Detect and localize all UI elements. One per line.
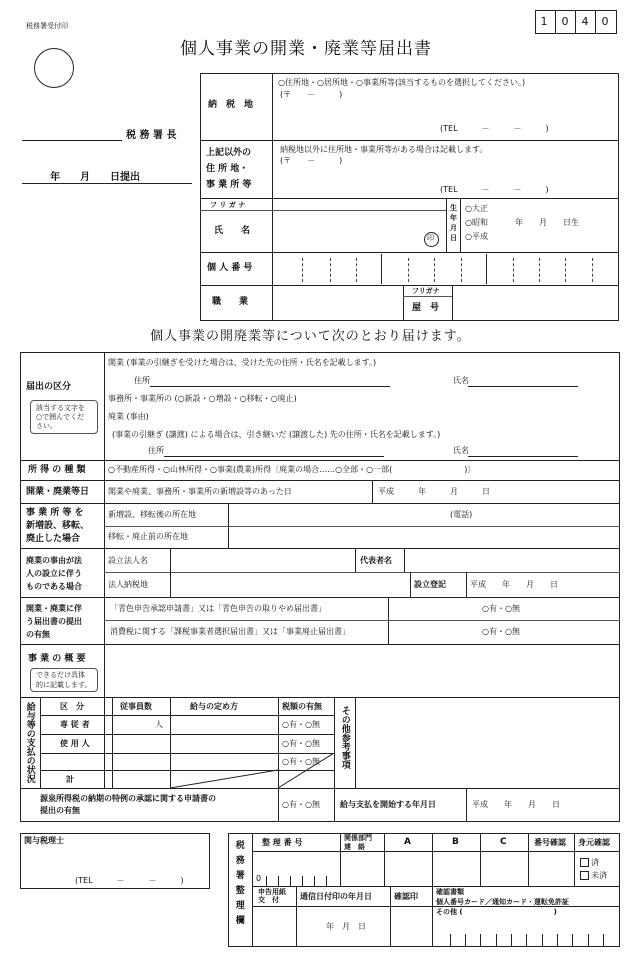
corp-heisei: 平成 年 月 日 (470, 580, 558, 589)
mimoto-sumi (580, 858, 599, 867)
office-phone: (電話) (450, 510, 473, 519)
col-b: B (452, 837, 459, 847)
birth-date: 年 月 日生 (515, 218, 579, 227)
kakunin-shorui-2: 個人番号カード／通知カード・運転免許証 (436, 898, 569, 906)
gaiyo-note-1: できるだけ具体 (36, 671, 85, 679)
shinkoku-yoshi-1: 申告用紙 (258, 888, 286, 896)
date-label: 開業・廃業等日 (26, 487, 90, 497)
mimoto-misumi (580, 871, 607, 880)
misumi-label: 未済 (591, 871, 607, 880)
kyuyo-nin: 人 (155, 720, 163, 729)
birth-label-3: 月 (450, 224, 457, 232)
tsushin-label: 通信日付印の年月日 (300, 892, 372, 901)
trade-name-label: 屋 号 (412, 303, 440, 313)
corp-label-3: ものである場合 (26, 582, 82, 591)
aoiro: 「青色申告承認申請書」又は「青色申告の取りやめ届出書」 (110, 604, 326, 613)
kyuyo-row-shiyonin: 使 用 人 (60, 739, 90, 748)
aoiro-umu: ○有・○無 (482, 604, 520, 613)
nozeichi-postal: (〒 － ) (280, 90, 343, 99)
hikitsugi-line: (事業の引継ぎ (譲渡) による場合は、引き継いだ (譲渡した) 先の住所・氏名を記載します。) (112, 430, 441, 439)
col-c: C (500, 837, 507, 847)
kyuyo-row-total: 計 (66, 775, 74, 784)
code-digit-3: 4 (575, 11, 594, 33)
seiri-bango: 整 理 番 号 (262, 838, 303, 847)
kyuyo-h-kubun: 区 分 (60, 702, 84, 711)
other-addr-note: 納税地以外に住所地・事業所等がある場合は記載します。 (280, 145, 488, 154)
nozeichi-option: ○住所地・○居所地・○事業所等(該当するものを選択してください。) (278, 78, 526, 87)
other-addr-tel: (TEL － － ) (440, 185, 549, 194)
shohizei: 消費税に関する「課税事業者選択届出書」又は「事業廃止届出書」 (110, 627, 350, 636)
gaiyo-label: 事 業 の 概 要 (28, 654, 86, 664)
furigana-small: フリガナ (412, 287, 440, 295)
applicant-table (200, 73, 619, 321)
kaigyo-jusho: 住所 (134, 376, 150, 385)
era-taisho: ○大正 (465, 204, 488, 213)
sumi-checkbox (580, 858, 589, 867)
birth-label-4: 日 (450, 234, 457, 242)
tax-office-line (22, 140, 122, 141)
corp-label-1: 廃業の事由が法 (26, 556, 82, 565)
kubun-note-1: 該当する文字を (36, 404, 85, 412)
code-digit-1: 1 (540, 15, 548, 28)
sumi-label: 済 (591, 858, 599, 867)
receipt-stamp-circle (34, 48, 74, 88)
kyuyo-start: 給与支払を開始する年月日 (340, 800, 436, 809)
kyuyo-umu-2: ○有・○無 (282, 739, 320, 748)
section-title: 個人事業の開廃業等について次のとおり届けます。 (150, 329, 471, 344)
office-label-1: 事 業 所 等 を (26, 508, 84, 518)
date-text: 開業や廃業、事務所・事業所の新増設等のあった日 (108, 487, 292, 496)
form-title: 個人事業の開業・廃業等届出書 (180, 39, 432, 59)
shotoku-options: ○不動産所得・○山林所得・○事業(農業)所得〔廃業の場合……○全部・○一部( )〕 (108, 465, 476, 474)
submit-date: 年 月 日提出 (50, 172, 140, 183)
birth-label-2: 年 (450, 214, 457, 222)
nozeichi-tel: (TEL － － ) (440, 124, 549, 133)
kaigyo-line: 開業 (事業の引継ぎを受けた場合は、受けた先の住所・氏名を記載します。) (108, 358, 377, 367)
office-label-2: 新増設、移転、 (26, 521, 90, 531)
old-office: 移転・廃止前の所在地 (108, 532, 188, 541)
kyuyo-start-date: 平成 年 月 日 (472, 800, 560, 809)
mimoto-kakunin: 身元確認 (578, 838, 610, 847)
other-addr-postal: (〒 － ) (280, 156, 343, 165)
misumi-checkbox (580, 871, 589, 880)
occupation-label: 職 業 (212, 297, 249, 307)
stamp-label: 税務署受付印 (26, 22, 68, 30)
kakunin-shorui-3: その他 ( ) (436, 908, 557, 916)
kyuyo-strike-lines (170, 753, 334, 788)
zeirishi-tel: (TEL － － ) (75, 876, 184, 885)
gensen-1: 源泉所得税の納期の特例の承認に関する申請書の (40, 794, 216, 803)
shinsei-label-2: う届出書の提出 (26, 617, 82, 626)
new-office: 新増設、移転後の所在地 (108, 510, 196, 519)
kyuyo-h-method: 給与の定め方 (190, 702, 238, 711)
gensen-2: 提出の有無 (40, 806, 80, 815)
kaigyo-shimei: 氏名 (453, 376, 469, 385)
rep-name: 代表者名 (360, 556, 392, 565)
date-heisei: 平成 年 月 日 (378, 487, 490, 496)
corp-name: 設立法人名 (108, 556, 148, 565)
kubun-note-2: ○で囲んでくだ (36, 413, 85, 421)
setsuritsu: 設立登記 (414, 580, 446, 589)
name-label: 氏 名 (214, 226, 251, 236)
gensen-umu: ○有・○無 (282, 800, 320, 809)
tax-office-head: 税 務 署 長 (126, 130, 177, 141)
shohizei-umu: ○有・○無 (482, 627, 520, 636)
shinsei-label-1: 開業・廃業に伴 (26, 604, 82, 613)
kyuyo-umu-3: ○有・○無 (282, 757, 320, 766)
haigyo-line: 廃業 (事由) (108, 412, 149, 421)
gaiyo-note-2: 的に記載します。 (36, 681, 92, 689)
seiri-prefix: 0 (256, 874, 262, 883)
tsushin-date: 年 月 日 (326, 922, 366, 931)
kyuyo-h-tax: 税額の有無 (282, 702, 322, 711)
kyuyo-umu-1: ○有・○無 (282, 720, 320, 729)
shinsei-label-3: の有無 (26, 630, 50, 639)
other-addr-label-2: 住 所 地・ (206, 164, 249, 174)
seal-mark: 印 (427, 234, 434, 242)
furigana-label: フ リ ガ ナ (210, 201, 246, 209)
kyuyo-row-senju: 専 従 者 (60, 720, 90, 729)
nozeichi-label: 納 税 地 (208, 100, 254, 110)
kankei-bumon-1: 関係部門 (344, 834, 372, 842)
bango-kakunin: 番号確認 (534, 838, 566, 847)
zeirishi-label: 関与税理士 (24, 836, 64, 845)
era-heisei: ○平成 (465, 232, 488, 241)
my-number-label: 個 人 番 号 (207, 263, 253, 273)
birth-label-1: 生 (450, 204, 457, 212)
kakunin-shorui-1: 確認書類 (436, 888, 464, 896)
jigyosho-line: 事務所・事業所の (○新設・○増設・○移転・○廃止) (108, 394, 297, 403)
code-digit-2: 0 (555, 11, 574, 33)
kubun-note-3: さい。 (36, 422, 57, 430)
haigyo-shimei: 氏名 (453, 446, 469, 455)
col-a: A (404, 837, 411, 847)
kyuyo-h-count: 従事員数 (120, 702, 152, 711)
office-label-3: 廃止した場合 (26, 534, 81, 544)
other-addr-label-3: 事 業 所 等 (206, 180, 252, 190)
sonota: その他参考事項 (339, 706, 350, 769)
kakunin-in: 確認印 (394, 892, 418, 901)
kankei-bumon-2: 連 絡 (344, 843, 365, 851)
kubun-label: 届出の区分 (26, 382, 72, 392)
haigyo-jusho: 住所 (148, 446, 164, 455)
corp-taxplace: 法人納税地 (108, 580, 148, 589)
kyuyo-vertical: 給与等の支払の状況 (24, 702, 35, 783)
shinkoku-yoshi-2: 交 付 (258, 896, 279, 904)
other-addr-label-1: 上記以外の (206, 148, 252, 158)
code-digit-4: 0 (595, 11, 614, 33)
zeimusho-vertical: 税務署整理欄 (233, 840, 244, 930)
form-code-box (535, 10, 617, 34)
shotoku-label: 所 得 の 種 類 (28, 465, 86, 475)
era-showa: ○昭和 (465, 218, 488, 227)
corp-label-2: 人の設立に伴う (26, 569, 82, 578)
